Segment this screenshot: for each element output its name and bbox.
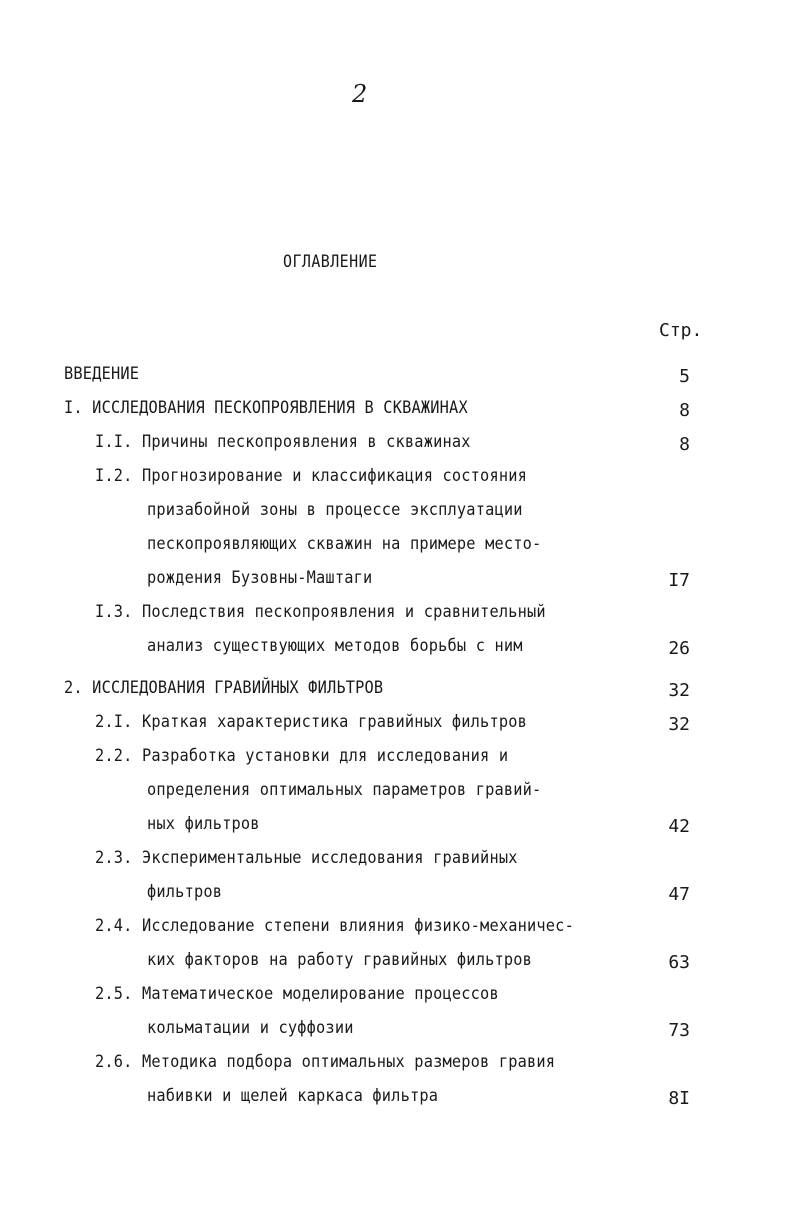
toc-entry-1-2-line-1: I.2. Прогнозирование и классификация состояния [95, 466, 528, 486]
toc-entry-intro: ВВЕДЕНИЕ [64, 364, 140, 384]
toc-page-intro: 5 [679, 366, 690, 387]
toc-entry-2-3-line-1: 2.3. Экспериментальные исследования гравийных [95, 848, 518, 868]
toc-entry-2-4-line-2: ких факторов на работу гравийных фильтров [147, 950, 533, 970]
toc-entry-chapter-2: 2. ИССЛЕДОВАНИЯ ГРАВИЙНЫХ ФИЛЬТРОВ [64, 678, 384, 698]
toc-page-2-6: 8I [668, 1088, 690, 1109]
toc-entry-2-2-line-2: определения оптимальных параметров гравий- [147, 780, 542, 800]
toc-page-1-3: 26 [668, 638, 690, 659]
toc-page-chapter-1: 8 [679, 400, 690, 421]
toc-entry-2-5-line-1: 2.5. Математическое моделирование процессов [95, 984, 499, 1004]
toc-entry-2-1: 2.I. Краткая характеристика гравийных фильтров [95, 712, 528, 732]
toc-entry-1-2-line-4: рождения Бузовны-Маштаги [147, 568, 373, 588]
toc-entry-1-1: I.I. Причины пескопроявления в скважинах [95, 432, 471, 452]
toc-entry-2-6-line-1: 2.6. Методика подбора оптимальных размеров гравия [95, 1052, 556, 1072]
page-number: 2 [352, 80, 368, 108]
toc-page-2-3: 47 [668, 884, 690, 905]
toc-page-2-2: 42 [668, 816, 690, 837]
toc-entry-2-6-line-2: набивки и щелей каркаса фильтра [147, 1086, 439, 1106]
page-column-label: Стр. [659, 320, 703, 341]
toc-page-1-2: I7 [668, 570, 690, 591]
toc-page-2-1: 32 [668, 714, 690, 735]
toc-entry-1-2-line-3: пескопроявляющих скважин на примере место- [147, 534, 542, 554]
toc-entry-1-2-line-2: призабойной зоны в процессе эксплуатации [147, 500, 523, 520]
toc-entry-2-3-line-2: фильтров [147, 882, 223, 902]
toc-entry-2-5-line-2: кольматации и суффозии [147, 1018, 354, 1038]
toc-entry-chapter-1: I. ИССЛЕДОВАНИЯ ПЕСКОПРОЯВЛЕНИЯ В СКВАЖИНАХ [64, 398, 468, 418]
toc-title: ОГЛАВЛЕНИЕ [283, 252, 378, 272]
toc-entry-2-4-line-1: 2.4. Исследование степени влияния физико-механичес- [95, 916, 574, 936]
toc-entry-1-3-line-1: I.3. Последствия пескопроявления и сравнительный [95, 602, 546, 622]
toc-page-2-5: 73 [668, 1020, 690, 1041]
toc-page-2-4: 63 [668, 952, 690, 973]
toc-entry-2-2-line-3: ных фильтров [147, 814, 260, 834]
toc-page-1-1: 8 [679, 434, 690, 455]
toc-entry-1-3-line-2: анализ существующих методов борьбы с ним [147, 636, 523, 656]
toc-page-chapter-2: 32 [668, 680, 690, 701]
toc-entry-2-2-line-1: 2.2. Разработка установки для исследования и [95, 746, 509, 766]
